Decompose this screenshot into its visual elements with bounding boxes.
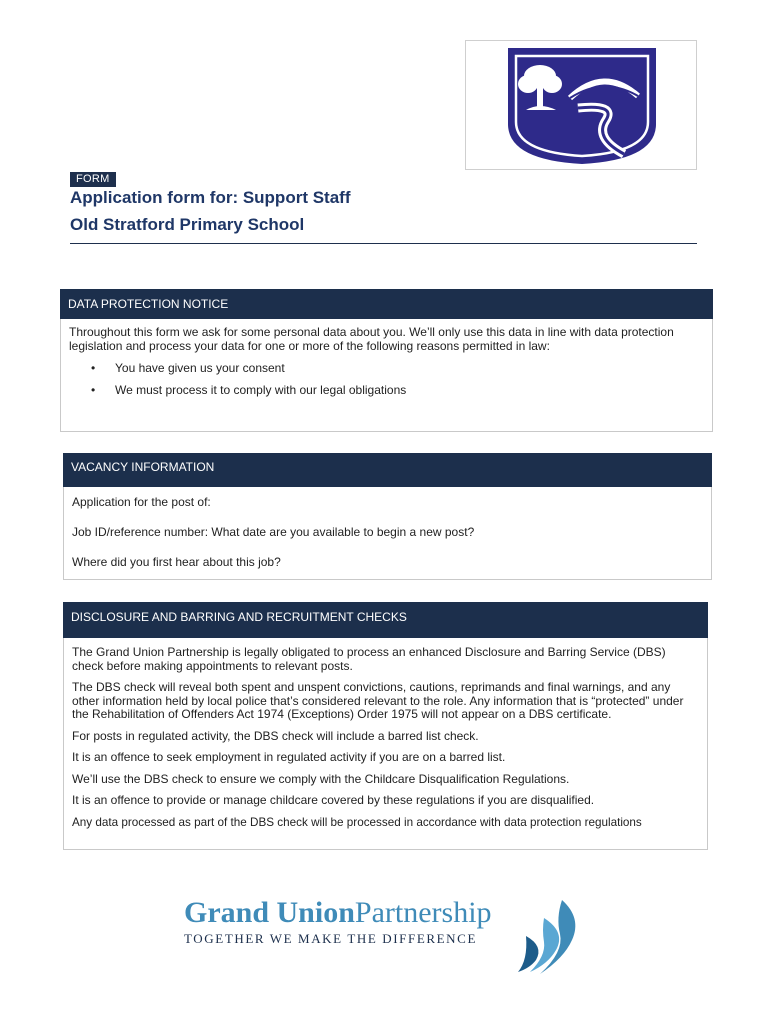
disclosure-paragraph: The Grand Union Partnership is legally obligated to process an enhanced Disclosure and Barring Service (DBS) check before making appointments to relevant posts. [72, 645, 666, 673]
grand-union-partnership-logo [180, 888, 590, 980]
logo-name-part1: Grand Union [184, 896, 355, 929]
list-item: • We must process it to comply with our legal obligations [69, 383, 704, 397]
disclosure-paragraph: We’ll use the DBS check to ensure we comply with the Childcare Disqualification Regulations. [72, 771, 570, 786]
vacancy-section [63, 453, 712, 580]
school-crest-frame [465, 40, 697, 170]
consent-reasons-list [69, 361, 704, 397]
post-applied-field[interactable]: Application for the post of: [72, 495, 211, 509]
page-title: Application form for: Support Staff [70, 188, 351, 207]
disclosure-paragraph: It is an offence to provide or manage childcare covered by these regulations if you are disqualified. [72, 793, 595, 807]
title-divider [70, 243, 697, 244]
list-item: • You have given us your consent [69, 361, 704, 375]
form-tag: FORM [70, 172, 116, 187]
data-protection-section [60, 289, 713, 432]
job-source-field[interactable]: Where did you first hear about this job? [72, 555, 281, 569]
svg-text:Grand UnionPartnership [184, 896, 492, 929]
logo-name-part2: Partnership [354, 896, 492, 929]
data-protection-heading: DATA PROTECTION NOTICE [60, 289, 713, 319]
disclosure-paragraph: Any data processed as part of the DBS check will be processed in accordance with data protection regulations [72, 815, 642, 829]
swoosh-emblem [518, 900, 575, 974]
vacancy-heading: VACANCY INFORMATION [63, 453, 712, 487]
data-protection-intro: Throughout this form we ask for some personal data about you. We’ll only use this data in line with data protection legislation and process your data for one or more of the following reasons permitted in law: [69, 325, 674, 353]
disclosure-paragraph: The DBS check will reveal both spent and unspent convictions, cautions, reprimands and final warnings, and any other information held by local police that’s considered relevant to the role. Any information that is “protected” under the Rehabilitation of Offenders Act 1974 (Exceptions) Order 1975 will not appear on a DBS certificate. [72, 680, 684, 721]
disclosure-paragraph: It is an offence to seek employment in regulated activity if you are on a barred list. [72, 750, 506, 764]
disclosure-section [63, 602, 708, 850]
disclosure-heading: DISCLOSURE AND BARRING AND RECRUITMENT CHECKS [63, 602, 708, 638]
logo-tagline: TOGETHER WE MAKE THE DIFFERENCE [184, 931, 477, 946]
disclosure-paragraph: For posts in regulated activity, the DBS check will include a barred list check. [72, 728, 479, 743]
school-crest-logo [506, 46, 658, 166]
job-id-field[interactable]: Job ID/reference number: What date are you available to begin a new post? [72, 525, 475, 539]
school-name: Old Stratford Primary School [70, 215, 305, 234]
